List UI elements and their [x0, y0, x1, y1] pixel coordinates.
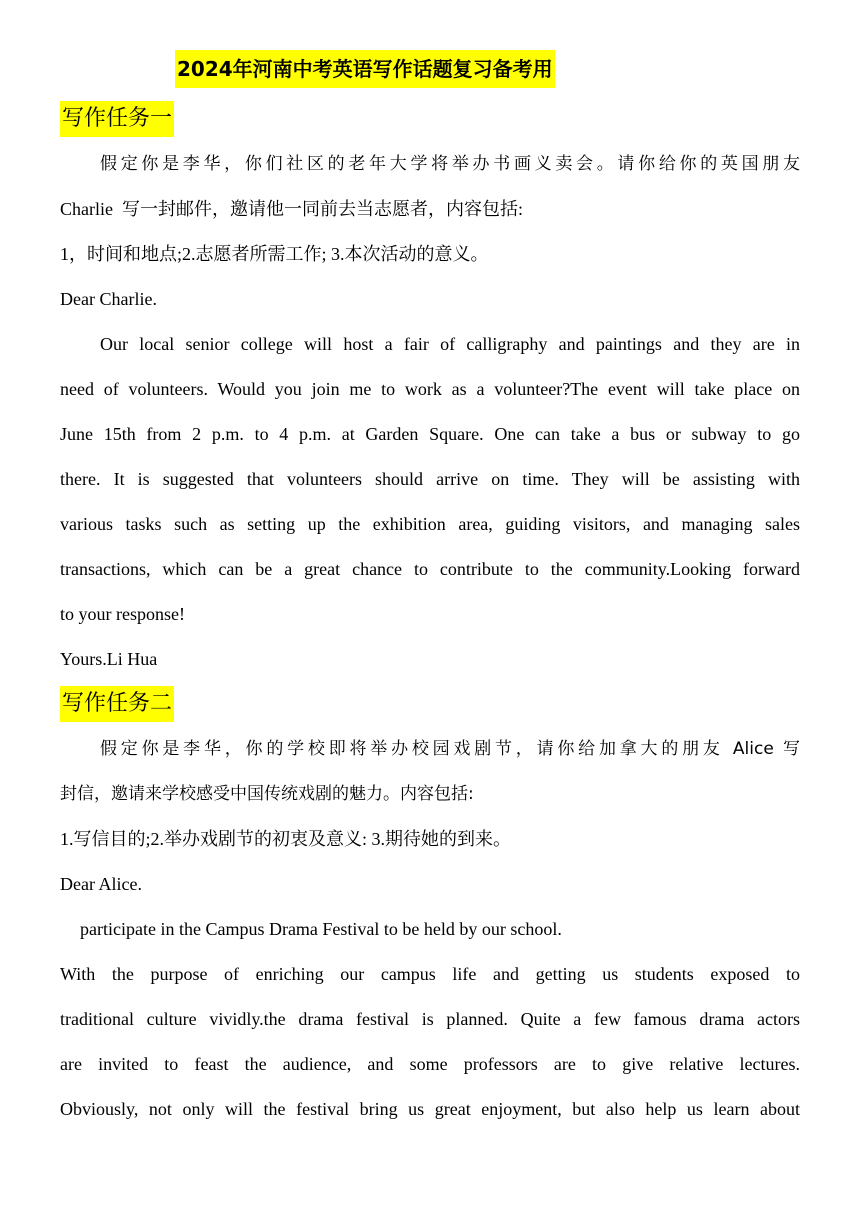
task1-prompt-line: 1，时间和地点;2.志愿者所需工作; 3.本次活动的意义。 [60, 244, 489, 264]
task1-prompt-line [60, 197, 800, 221]
task2-greeting: Dear Alice. [60, 874, 142, 894]
task1-body-line: Our local senior college will host a fair of calligraphy and paintings and they are in [100, 334, 800, 354]
task2-body-line: Obviously, not only will the festival bring us great enjoyment, but also help us learn about [60, 1099, 800, 1119]
task1-body-line: there. It is suggested that volunteers should arrive on time. They will be assisting with [60, 469, 800, 489]
task2-body-line: participate in the Campus Drama Festival to be held by our school. [80, 919, 562, 939]
task1-greeting: Dear Charlie. [60, 289, 157, 309]
task2-body-line: traditional culture vividly.the drama festival is planned. Quite a few famous drama actors [60, 1009, 800, 1029]
task1-body-line: transactions, which can be a great chance to contribute to the community.Looking forward [60, 559, 800, 579]
task1-body-line: various tasks such as setting up the exhibition area, guiding visitors, and managing sales [60, 514, 800, 534]
task1-prompt-text: Charlie 写一封邮件，邀请他一同前去当志愿者，内容包括: [60, 199, 523, 219]
task1-prompt-line: 假定你是李华，你们社区的老年大学将举办书画义卖会。请你给你的英国朋友 [100, 154, 800, 174]
task2-heading: 写作任务二 [60, 686, 174, 722]
task2-body-line: are invited to feast the audience, and some professors are to give relative lectures. [60, 1054, 800, 1074]
task1-body-line: June 15th from 2 p.m. to 4 p.m. at Garden Square. One can take a bus or subway to go [60, 424, 800, 444]
task2-prompt-line: 封信，邀请来学校感受中国传统戏剧的魅力。内容包括: [60, 784, 474, 804]
task2-body-line: With the purpose of enriching our campus life and getting us students exposed to [60, 964, 800, 984]
task1-body-line: need of volunteers. Would you join me to work as a volunteer?The event will take place on [60, 379, 800, 399]
task1-body-line: to your response! [60, 604, 185, 624]
document-title: 2024年河南中考英语写作话题复习备考用 [175, 50, 555, 88]
task2-prompt-line: 1.写信目的;2.举办戏剧节的初衷及意义: 3.期待她的到来。 [60, 829, 511, 849]
task2-prompt-line: 假定你是李华，你的学校即将举办校园戏剧节，请你给加拿大的朋友 Alice 写 [100, 739, 800, 759]
task1-signoff: Yours.Li Hua [60, 649, 158, 669]
task1-heading: 写作任务一 [60, 101, 174, 137]
